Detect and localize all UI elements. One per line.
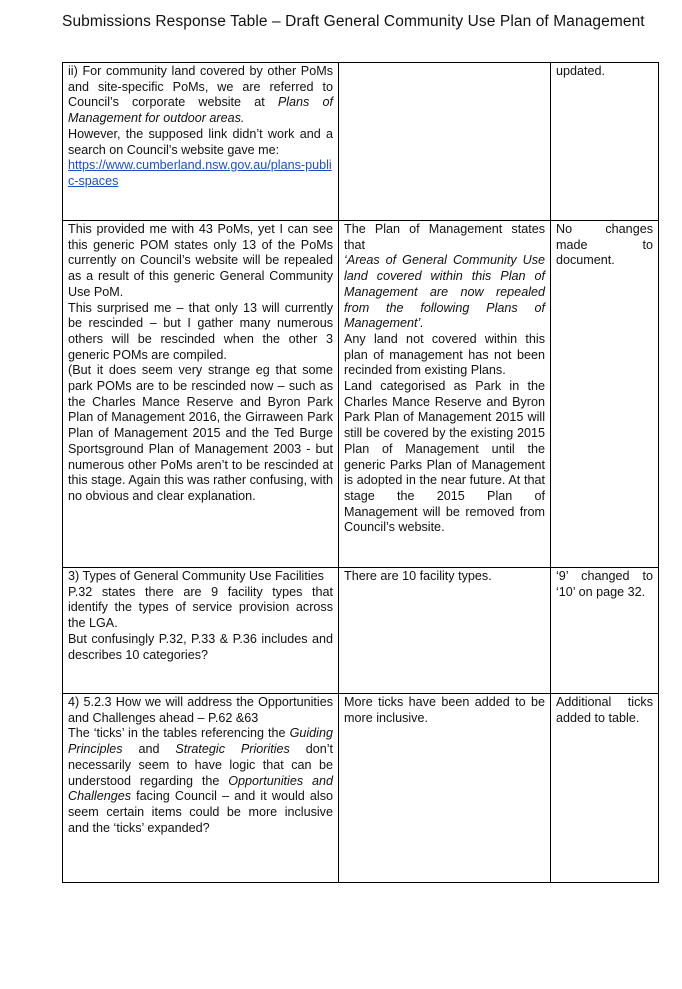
submission-text: ii) For community land covered by other PoMs and site-specific PoMs, we are referred to Council’s corporate website at [68,64,333,110]
response-cell [339,221,551,568]
strategic-priorities-text: Strategic Priorities [175,742,290,757]
table-row [63,568,659,694]
submission-text: P.32 states there are 9 facility types that identify the types of service provision across the LGA. [68,584,333,631]
action-cell: No changes made to document. [551,221,659,568]
council-website-link[interactable]: https://www.cumberland.nsw.gov.au/plans-public-spaces [68,158,332,188]
action-cell: updated. [551,63,659,221]
opportunities-challenges-text: Opportunities and Challenges [68,773,334,804]
response-cell: More ticks have been added to be more inclusive. [339,694,551,883]
submission-italic-text: Plans of Management for outdoor areas. [68,95,333,126]
submission-text: This surprised me – that only 13 will currently be rescinded – but I gather many numerous others will be rescinded when the other 3 generic POMs are compiled. [68,300,333,362]
submission-text: However, the supposed link didn’t work and a search on Council’s website gave me: [68,126,333,157]
table-row [63,63,659,221]
submission-text: This provided me with 43 PoMs, yet I can see this generic POM states only 13 of the PoMs currently on Council’s website will be repealed as a result of this generic General Community Use PoM. [68,222,333,299]
response-cell [339,63,551,221]
submission-text: 4) 5.2.3 How we will address the Opportunities and Challenges ahead – P.62 &63 [68,695,333,725]
action-cell: ‘9’ changed to ‘10’ on page 32. [551,568,659,694]
submission-cell [63,63,339,221]
response-cell: There are 10 facility types. [339,568,551,694]
submission-text: (But it does seem very strange eg that some park POMs are to be rescinded now – such as the Charles Mance Reserve and Byron Park Plan of Management 2016, the Girraween Park Plan of Management 2015 and the Ted Burge Sportsground Plan of Management 2003 - but numerous other PoMs aren’t to be rescinded at this stage. Again this was rather confusing, with no obvious and clear explanation. [68,363,333,503]
response-text: Land categorised as Park in the Charles Mance Reserve and Byron Park Plan of Management 2015 will still be covered by the existing 2015 Plan of Management until the generic Parks Plan of Management is adopted in the near future. At that stage the 2015 Plan of Management will be removed from Council’s website. [344,379,545,535]
submissions-response-table [62,62,659,883]
guiding-principles-text: Guiding Principles [68,726,333,757]
submission-text: 3) Types of General Community Use Facilities [68,569,324,583]
submission-text: facing Council – and it would also seem certain items could be more inclusive and the ‘ticks’ expanded? [68,789,334,835]
table-row [63,694,659,883]
submission-cell [63,694,339,883]
response-text: The Plan of Management states that [344,222,545,252]
submission-cell [63,221,339,568]
page-header: Submissions Response Table – Draft General Community Use Plan of Management [62,13,645,30]
response-italic-text: ‘Areas of General Community Use land covered within this Plan of Management are now repealed from the following Plans of Management’. [344,253,545,331]
submission-text: The ‘ticks’ in the tables referencing the [68,726,286,741]
action-cell: Additional ticks added to table. [551,694,659,883]
submission-text [68,726,333,836]
response-text: Any land not covered within this plan of management has not been recinded from existing Plans. [344,331,545,378]
submission-text: But confusingly P.32, P.33 & P.36 includes and describes 10 categories? [68,631,333,662]
table-row [63,221,659,568]
submission-text: and [138,742,160,757]
submission-cell [63,568,339,694]
submission-text: don’t necessarily seem to have logic that can be understood regarding the [68,742,334,788]
